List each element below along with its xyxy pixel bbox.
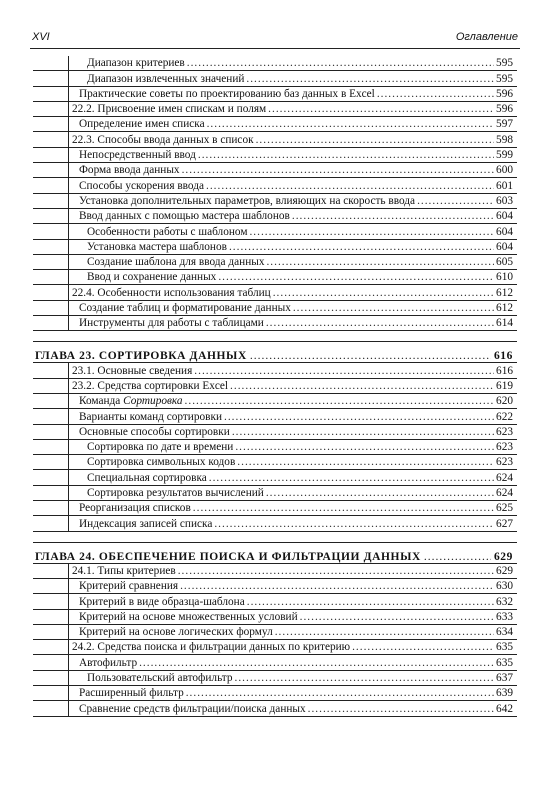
toc-entry[interactable] (33, 316, 517, 331)
entry-page-number: 599 (496, 149, 513, 162)
dot-leader (207, 118, 494, 131)
entry-cell (68, 594, 517, 608)
entry-title: Особенности работы с шаблоном (87, 225, 248, 238)
entry-page-number: 612 (496, 286, 513, 299)
entry-cell (68, 409, 517, 423)
page-header (30, 30, 520, 49)
toc-entry[interactable] (33, 117, 517, 132)
dot-leader (268, 103, 494, 116)
entry-page-number: 629 (496, 564, 513, 577)
entry-title: 23.2. Средства сортировки Excel (72, 379, 229, 392)
entry-title: Автофильтр (79, 656, 138, 669)
toc-entry[interactable] (33, 440, 517, 455)
toc-entry[interactable] (33, 240, 517, 255)
dot-leader (424, 551, 491, 563)
toc-entry[interactable] (33, 486, 517, 501)
entry-title: Специальная сортировка (87, 471, 207, 484)
entry-title: Сортировка результатов вычислений (87, 487, 264, 500)
entry-cell (68, 671, 517, 685)
dot-leader (266, 487, 494, 500)
entry-title: 22.4. Особенности использования таблиц (72, 286, 271, 299)
toc-entry[interactable] (33, 363, 517, 378)
dot-leader (224, 411, 494, 424)
dot-leader (235, 672, 495, 685)
entry-page-number: 600 (496, 164, 513, 177)
entry-page-number: 598 (496, 133, 513, 146)
entry-page-number: 605 (496, 256, 513, 269)
toc-entry[interactable] (33, 455, 517, 470)
dot-leader (256, 134, 494, 147)
entry-cell (68, 455, 517, 469)
dot-leader (308, 703, 494, 716)
entry-title: Критерий в виде образца-шаблона (79, 595, 245, 608)
entry-page-number: 623 (496, 456, 513, 469)
toc-entry[interactable] (33, 671, 517, 686)
toc-entry[interactable] (33, 516, 517, 531)
toc-entry[interactable] (33, 564, 517, 579)
entry-page-number: 635 (496, 656, 513, 669)
entry-page-number: 596 (496, 87, 513, 100)
toc-entry[interactable] (33, 194, 517, 209)
dot-leader (229, 241, 494, 254)
entry-cell (68, 71, 517, 85)
entry-cell (68, 440, 517, 454)
entry-title: Критерий сравнения (79, 580, 179, 593)
entry-page-number: 642 (496, 702, 513, 715)
toc-entry[interactable] (33, 56, 517, 71)
entry-page-number: 632 (496, 595, 513, 608)
entry-page-number: 596 (496, 103, 513, 116)
dot-leader (249, 226, 494, 239)
dot-leader (182, 164, 494, 177)
entry-cell (68, 579, 517, 593)
entry-cell (68, 132, 517, 146)
entry-title: Создание таблиц и форматирование данных (79, 302, 291, 315)
entry-page-number: 597 (496, 118, 513, 131)
entry-title: Практические советы по проектированию баз данных в Excel (79, 87, 375, 100)
entry-cell (68, 486, 517, 500)
toc-entry[interactable] (33, 148, 517, 163)
entry-page-number: 624 (496, 487, 513, 500)
dot-leader (218, 271, 494, 284)
entry-page-number: 604 (496, 225, 513, 238)
entry-page-number: 595 (496, 57, 513, 70)
entry-cell (68, 117, 517, 131)
entry-cell (68, 640, 517, 654)
dot-leader (185, 395, 495, 408)
entry-cell (68, 686, 517, 700)
toc-entry[interactable] (33, 701, 517, 716)
entry-cell (68, 470, 517, 484)
toc-entry[interactable] (33, 71, 517, 86)
entry-title: Пользовательский автофильтр (87, 671, 233, 684)
entry-title: Индексация записей списка (79, 517, 213, 530)
entry-page-number: 604 (496, 240, 513, 253)
entry-page-number: 604 (496, 210, 513, 223)
toc-entry[interactable] (33, 655, 517, 670)
entry-title: Критерий на основе множественных условий (79, 610, 298, 623)
entry-page-number: 616 (496, 364, 513, 377)
entry-cell (68, 148, 517, 162)
chapter-title: ГЛАВА 24. ОБЕСПЕЧЕНИЕ ПОИСКА И ФИЛЬТРАЦИИ ДАННЫХ (35, 550, 421, 563)
entry-title: 23.1. Основные сведения (72, 364, 193, 377)
entry-page-number: 623 (496, 425, 513, 438)
entry-title: Установка мастера шаблонов (87, 240, 227, 253)
entry-title: Сортировка по дате и времени (87, 441, 234, 454)
dot-leader (293, 302, 494, 315)
entry-cell (68, 625, 517, 639)
toc-entry[interactable] (33, 178, 517, 193)
dot-leader (180, 580, 494, 593)
entry-title: Непосредственный ввод (79, 149, 196, 162)
entry-title: Реорганизация списков (79, 502, 191, 515)
toc-entry[interactable] (33, 594, 517, 609)
entry-page-number: 624 (496, 471, 513, 484)
entry-cell (68, 87, 517, 101)
dot-leader (178, 565, 494, 578)
entry-cell (68, 363, 517, 377)
toc-entry[interactable] (33, 379, 517, 394)
toc-entry[interactable] (33, 224, 517, 239)
entry-page-number: 595 (496, 72, 513, 85)
dot-leader (246, 73, 494, 86)
chapter-page-number: 629 (493, 550, 513, 563)
entry-title: Диапазон извлеченных значений (87, 72, 245, 85)
entry-title: Установка дополнительных параметров, влияющих на скорость ввода (79, 194, 416, 207)
dot-leader (232, 426, 494, 439)
toc-entry[interactable] (33, 501, 517, 516)
dot-leader (198, 149, 494, 162)
toc-entry[interactable] (33, 163, 517, 178)
dot-leader (292, 210, 494, 223)
entry-title: Создание шаблона для ввода данных (87, 256, 265, 269)
entry-title: Ввод данных с помощью мастера шаблонов (79, 210, 290, 223)
entry-page-number: 612 (496, 302, 513, 315)
entry-page-number: 637 (496, 671, 513, 684)
chapter-heading[interactable] (33, 341, 517, 363)
entry-title: 24.2. Средства поиска и фильтрации данных по критерию (72, 641, 351, 654)
entry-title: Варианты команд сортировки (79, 410, 223, 423)
entry-page-number: 633 (496, 610, 513, 623)
toc-entry[interactable] (33, 425, 517, 440)
entry-page-number: 635 (496, 641, 513, 654)
toc-entry[interactable] (33, 625, 517, 640)
toc-entry[interactable] (33, 270, 517, 285)
dot-leader (300, 611, 494, 624)
entry-title: Форма ввода данных (79, 164, 180, 177)
toc-entry[interactable] (33, 87, 517, 102)
entry-page-number: 619 (496, 379, 513, 392)
dot-leader (187, 57, 494, 70)
toc-entry[interactable] (33, 301, 517, 316)
dot-leader (237, 456, 494, 469)
entry-cell (68, 255, 517, 269)
entry-cell (68, 655, 517, 669)
entry-cell (68, 163, 517, 177)
dot-leader (193, 502, 494, 515)
header-title: Оглавление (455, 31, 518, 43)
entry-page-number: 610 (496, 271, 513, 284)
chapter-spacer (33, 532, 517, 542)
entry-page-number: 639 (496, 687, 513, 700)
dot-leader (230, 380, 494, 393)
toc-entry[interactable] (33, 640, 517, 655)
entry-cell (68, 501, 517, 515)
entry-cell (68, 102, 517, 116)
dot-leader (206, 180, 494, 193)
entry-title: Способы ускорения ввода (79, 179, 205, 192)
entry-cell (68, 285, 517, 299)
chapter-heading[interactable] (33, 542, 517, 564)
toc-entry[interactable] (33, 686, 517, 701)
dot-leader (352, 641, 494, 654)
entry-page-number: 603 (496, 194, 513, 207)
dot-leader (250, 350, 491, 362)
toc-entry[interactable] (33, 409, 517, 424)
dot-leader (266, 256, 494, 269)
entry-title: Диапазон критериев (87, 57, 185, 70)
entry-page-number: 622 (496, 410, 513, 423)
table-of-contents (33, 56, 517, 717)
entry-cell (68, 178, 517, 192)
entry-title: Инструменты для работы с таблицами (79, 317, 264, 330)
entry-cell (68, 316, 517, 330)
entry-cell (68, 610, 517, 624)
entry-page-number: 620 (496, 395, 513, 408)
dot-leader (377, 88, 494, 101)
entry-title: Определение имен списка (79, 118, 205, 131)
entry-cell (68, 701, 517, 715)
entry-cell (68, 379, 517, 393)
dot-leader (273, 287, 494, 300)
entry-page-number: 634 (496, 626, 513, 639)
entry-title: 24.1. Типы критериев (72, 564, 176, 577)
dot-leader (266, 317, 494, 330)
toc-entry[interactable] (33, 132, 517, 147)
entry-cell (68, 240, 517, 254)
entry-title: Команда Сортировка (79, 395, 183, 408)
entry-page-number: 627 (496, 517, 513, 530)
dot-leader (275, 626, 494, 639)
entry-title: Основные способы сортировки (79, 425, 230, 438)
entry-title: Расширенный фильтр (79, 687, 184, 700)
entry-title: Критерий на основе логических формул (79, 626, 273, 639)
entry-title: Ввод и сохранение данных (87, 271, 217, 284)
entry-cell (68, 270, 517, 284)
dot-leader (417, 195, 494, 208)
toc-entry[interactable] (33, 610, 517, 625)
toc-entry[interactable] (33, 470, 517, 485)
entry-title: Сравнение средств фильтрации/поиска данных (79, 702, 306, 715)
dot-leader (194, 365, 494, 378)
entry-page-number: 623 (496, 441, 513, 454)
chapter-title: ГЛАВА 23. СОРТИРОВКА ДАННЫХ (35, 350, 247, 363)
entry-cell (68, 209, 517, 223)
entry-title: 22.2. Присвоение имен спискам и полям (72, 103, 267, 116)
entry-cell (68, 564, 517, 578)
toc-entry[interactable] (33, 394, 517, 409)
entry-cell (68, 394, 517, 408)
entry-page-number: 614 (496, 317, 513, 330)
toc-entry[interactable] (33, 285, 517, 300)
chapter-spacer (33, 331, 517, 341)
entry-page-number: 625 (496, 502, 513, 515)
entry-page-number: 601 (496, 179, 513, 192)
toc-entry[interactable] (33, 579, 517, 594)
dot-leader (209, 472, 494, 485)
dot-leader (247, 596, 494, 609)
entry-title: 22.3. Способы ввода данных в список (72, 133, 254, 146)
dot-leader (139, 657, 494, 670)
dot-leader (214, 518, 494, 531)
toc-entry[interactable] (33, 209, 517, 224)
toc-entry[interactable] (33, 255, 517, 270)
entry-title: Сортировка символьных кодов (87, 456, 236, 469)
entry-cell (68, 301, 517, 315)
dot-leader (186, 687, 494, 700)
chapter-page-number: 616 (493, 350, 513, 363)
toc-entry[interactable] (33, 102, 517, 117)
dot-leader (235, 441, 494, 454)
entry-cell (68, 425, 517, 439)
entry-cell (68, 56, 517, 70)
entry-page-number: 630 (496, 580, 513, 593)
header-page-number: XVI (32, 31, 50, 43)
entry-cell (68, 224, 517, 238)
entry-cell (68, 194, 517, 208)
entry-cell (68, 516, 517, 530)
